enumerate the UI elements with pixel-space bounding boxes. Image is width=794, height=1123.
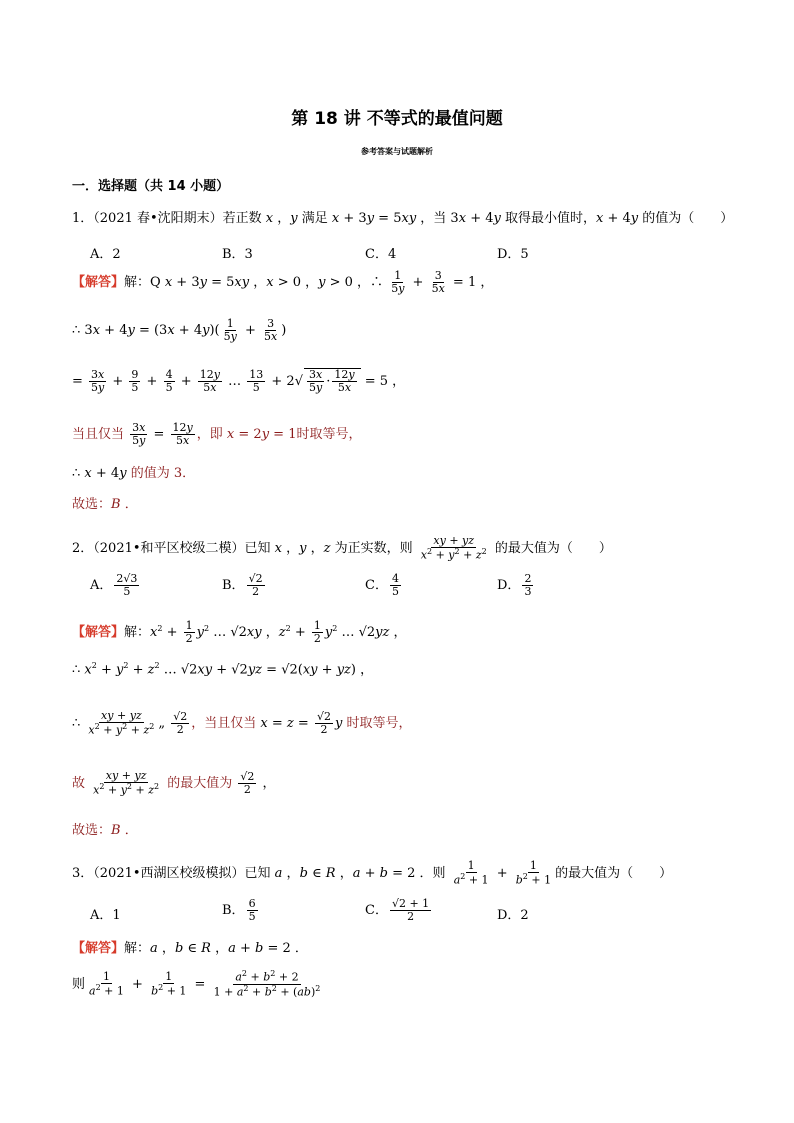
q1-answer: 故选：B ． bbox=[72, 497, 138, 512]
q2-answer: 故选：B ． bbox=[72, 823, 138, 838]
q3-option-d: D．2 bbox=[497, 908, 529, 923]
q2-solution-line-1: 【解答】解：$x^2$ + $\frac{1}{2}$ $y^2$ … √2xy ，$z^2$ + $\frac{1}{2}$ $y^2$ … √2yz ， bbox=[72, 619, 407, 646]
q3-solution-line-2: 则 $\frac{1}{a^2 + 1}$ + $\frac{1}{b^2 + 1}$ = $\frac{a^2 + b^2 + 2}{1 + a^2 + b^2 + (ab)^2}$ bbox=[72, 969, 321, 999]
q1-solution-line-1: 【解答】解：Q x + 3y = 5xy ，x > 0 ，y > 0 ，∴ $\frac{1}{5y}$ + $\frac{3}{5x}$ = 1 ， bbox=[72, 269, 494, 296]
section-heading: 一．选择题（共 14 小题） bbox=[72, 179, 230, 194]
q2-option-c: C． $\frac{4}{5}$ bbox=[365, 572, 399, 599]
q2-solution-line-3: ∴ $\frac{xy + yz}{x^2 + y^2 + z^2}$ „ $\frac{√2}{2}$ ，当且仅当 x = z = $\frac{√2}{2}$ y 时取等号， bbox=[72, 709, 412, 737]
q3-solution-line-1: 【解答】解：a ，b ∈ R ，a + b = 2 ． bbox=[72, 941, 308, 956]
q2-option-d: D． $\frac{2}{3}$ bbox=[497, 572, 532, 599]
q3-solution-tag: 【解答】 bbox=[72, 941, 125, 956]
q2-solution-line-2: ∴ $x^2 + y^2 + z^2$ … √2xy + √2yz = √2(xy + yz) ， bbox=[72, 661, 374, 678]
q3-option-b: B． $\frac{6}{5}$ bbox=[222, 897, 256, 924]
q2-option-a: A． $\frac{2√3}{5}$ bbox=[90, 572, 138, 599]
q2-option-b: B． $\frac{√2}{2}$ bbox=[222, 572, 263, 599]
q1-solution-line-3: = $\frac{3x}{5y}$ + $\frac{9}{5}$ + $\frac{4}{5}$ + $\frac{12y}{5x}$ … $\frac{13}{5}$ + 2√ $\frac{3x}{5y}$ · $\frac{12y}{5x}$ = 5 ， bbox=[72, 368, 406, 395]
q2-stem: 2．（2021•和平区校级二模）已知 x ，y ，z 为正实数，则 $\frac{xy + yz}{x^2 + y^2 + z^2}$ 的最大值为（ ） bbox=[72, 534, 612, 562]
q3-stem: 3．（2021•西湖区校级模拟）已知 a ，b ∈ R ，a + b = 2 ．则 $\frac{1}{a^2 + 1}$ + $\frac{1}{b^2 + 1}$ 的最大值为（ ） bbox=[72, 859, 673, 887]
page-subtitle: 参考答案与试题解析 bbox=[361, 147, 433, 156]
q1-stem: 1．（2021 春•沈阳期末）若正数 x ，y 满足 x + 3y = 5xy ，当 3x + 4y 取得最小值时，x + 4y 的值为（ ） bbox=[72, 211, 734, 226]
q1-solution-line-2: ∴ 3x + 4y = (3x + 4y)( $\frac{1}{5y}$ + $\frac{3}{5x}$ ) bbox=[72, 317, 287, 344]
q3-option-c: C． $\frac{√2 + 1}{2}$ bbox=[365, 897, 430, 924]
page-title: 第 18 讲 不等式的最值问题 bbox=[291, 109, 503, 129]
q1-solution-line-5: ∴ x + 4y 的值为 3． bbox=[72, 466, 196, 481]
q1-option-d: D．5 bbox=[497, 247, 529, 262]
q1-solution-tag: 【解答】 bbox=[72, 275, 125, 291]
q1-option-b: B．3 bbox=[222, 247, 253, 262]
q2-solution-line-4: 故 $\frac{xy + yz}{x^2 + y^2 + z^2}$ 的最大值为 $\frac{√2}{2}$ ， bbox=[72, 769, 276, 797]
q2-solution-tag: 【解答】 bbox=[72, 625, 125, 641]
q1-option-c: C．4 bbox=[365, 247, 397, 262]
q3-option-a: A．1 bbox=[90, 908, 121, 923]
q1-solution-line-4: 当且仅当 $\frac{3x}{5y}$ = $\frac{12y}{5x}$ ，即 x = 2y = 1时取等号， bbox=[72, 421, 362, 448]
q1-option-a: A．2 bbox=[90, 247, 121, 262]
